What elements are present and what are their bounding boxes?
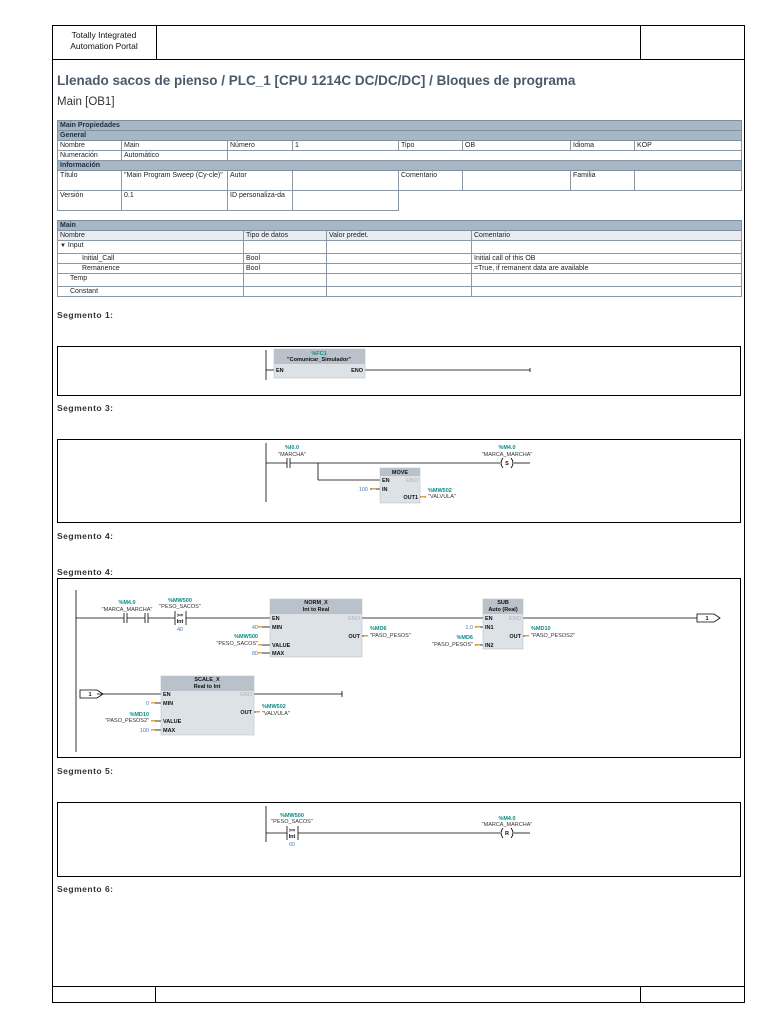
- idioma-value: KOP: [635, 141, 742, 151]
- s4-compare-type: Int: [176, 619, 184, 625]
- id-label: ID personaliza-da: [228, 191, 293, 211]
- segment-4a-label: Segmento 4:: [57, 531, 114, 541]
- sub-subtitle: Auto (Real): [488, 607, 518, 613]
- numeracion-label: Numeración: [58, 151, 122, 161]
- row-initial-call-comment: Initial call of this OB: [472, 254, 742, 264]
- expand-triangle-icon[interactable]: ▼: [60, 243, 66, 249]
- s3-coil-tag: "MARCA_MARCHA": [481, 452, 533, 458]
- move-out1: OUT1: [403, 495, 418, 501]
- comentario-label: Comentario: [399, 171, 463, 191]
- sub-title: SUB: [497, 600, 509, 606]
- norm-x-min: MIN: [272, 625, 283, 631]
- move-in-value: 100: [358, 487, 368, 493]
- version-value: 0.1: [122, 191, 228, 211]
- s4-compare-tag: "PESO_SACOS": [159, 604, 201, 610]
- col-valor: Valor predet.: [327, 231, 472, 241]
- scale-x-min-value: 0: [145, 701, 149, 707]
- sub-out-tag: "PASO_PESOS2": [531, 633, 575, 639]
- scale-x-max: MAX: [163, 728, 176, 734]
- familia-label: Familia: [571, 171, 635, 191]
- scale-x-max-value: 100: [139, 728, 149, 734]
- fc1-eno: ENO: [351, 368, 363, 374]
- s5-coil-address: %M4.0: [498, 816, 516, 822]
- move-eno: ENO: [406, 478, 418, 484]
- s5-compare-type: Int: [288, 834, 296, 840]
- scale-x-out: OUT: [240, 710, 252, 716]
- move-in: IN: [382, 487, 388, 493]
- pin-marker: [364, 635, 368, 637]
- scale-x-value-tag: "PASO_PESOS2": [105, 718, 149, 724]
- fc1-name: "Comunicar_Simulador": [287, 357, 351, 363]
- sub-out: OUT: [509, 634, 521, 640]
- general-band: General: [58, 131, 742, 141]
- norm-x-value: VALUE: [272, 643, 291, 649]
- pin-marker: [151, 702, 155, 704]
- informacion-band: Información: [58, 161, 742, 171]
- scale-x-subtitle: Real to Int: [193, 684, 221, 690]
- titulo-label: Título: [58, 171, 122, 191]
- s5-coil-type: R: [505, 831, 509, 837]
- scale-x-out-address: %MW502: [262, 704, 286, 710]
- fc1-address: %FC1: [311, 351, 327, 357]
- nombre-value: Main: [122, 141, 228, 151]
- norm-x-eno: ENO: [348, 616, 360, 622]
- col-tipo: Tipo de datos: [244, 231, 327, 241]
- move-out-tag: "VALVULA": [428, 494, 456, 500]
- s4-compare-value: 40: [176, 627, 184, 633]
- fc1-en: EN: [276, 368, 284, 374]
- numero-label: Número: [228, 141, 293, 151]
- numero-value: 1: [293, 141, 399, 151]
- numeracion-value: Automático: [122, 151, 228, 161]
- norm-x-subtitle: Int to Real: [302, 607, 330, 613]
- col-comentario: Comentario: [472, 231, 742, 241]
- sub-in1: IN1: [485, 625, 494, 631]
- norm-x-en: EN: [272, 616, 280, 622]
- s3-coil-type: S: [505, 461, 509, 467]
- company-line-1: Totally Integrated: [71, 30, 137, 40]
- move-en: EN: [382, 478, 390, 484]
- norm-x-min-value: 40: [251, 625, 258, 631]
- pin-marker: [258, 652, 262, 654]
- sub-en: EN: [485, 616, 493, 622]
- connector-in-label: 1: [88, 692, 92, 698]
- move-out-address: %MW502: [428, 488, 452, 494]
- sub-in2-tag: "PASO_PESOS": [432, 642, 473, 648]
- row-remanence-comment: =True, if remanent data are available: [472, 264, 742, 274]
- version-label: Versión: [58, 191, 122, 211]
- norm-x-max-value: 80: [251, 651, 258, 657]
- segment-5-label: Segmento 5:: [57, 766, 114, 776]
- scale-x-value: VALUE: [163, 719, 182, 725]
- tipo-value: OB: [463, 141, 571, 151]
- norm-x-out-tag: "PASO_PESOS": [370, 633, 411, 639]
- pin-marker: [476, 644, 480, 646]
- s4-contact-tag: "MARCA_MARCHA": [101, 607, 153, 613]
- s5-compare-address: %MW500: [280, 813, 304, 819]
- segment-1-label: Segmento 1:: [57, 310, 114, 320]
- idioma-label: Idioma: [571, 141, 635, 151]
- pin-marker: [258, 644, 262, 646]
- pin-marker: [372, 488, 376, 490]
- norm-x-value-address: %MW500: [234, 634, 258, 640]
- s4-compare-op: >=: [176, 613, 184, 619]
- pin-marker: [151, 729, 155, 731]
- autor-label: Autor: [228, 171, 293, 191]
- row-initial-call-type: Bool: [244, 254, 327, 264]
- row-temp-name: Temp: [58, 274, 244, 287]
- segment-4b-label: Segmento 4:: [57, 567, 114, 577]
- scale-x-min: MIN: [163, 701, 174, 707]
- move-title: MOVE: [391, 470, 409, 476]
- s5-coil-tag: "MARCA_MARCHA": [481, 822, 533, 828]
- norm-x-title: NORM_X: [304, 600, 328, 606]
- row-remanence-name: Remanence: [58, 264, 244, 274]
- connector-out-label: 1: [705, 616, 709, 622]
- s5-compare-tag: "PESO_SACOS": [271, 819, 313, 825]
- sub-in2-address: %MD6: [456, 635, 473, 641]
- row-constant-name: Constant: [58, 287, 244, 297]
- input-label: Input: [67, 242, 84, 249]
- norm-x-max: MAX: [272, 651, 285, 657]
- pin-marker: [476, 626, 480, 628]
- scale-x-eno: ENO: [240, 692, 252, 698]
- s3-contact-address: %I0.0: [284, 445, 300, 451]
- nombre-label: Nombre: [58, 141, 122, 151]
- company-line-2: Automation Portal: [70, 41, 138, 51]
- segment-6-label: Segmento 6:: [57, 884, 114, 894]
- page-subtitle: Main [OB1]: [57, 96, 115, 108]
- norm-x-value-tag: "PESO_SACOS": [216, 641, 258, 647]
- s3-contact-tag: "MARCHA": [278, 452, 306, 458]
- pin-marker: [421, 496, 425, 498]
- s4-compare-address: %MW500: [168, 598, 192, 604]
- row-remanence-type: Bool: [244, 264, 327, 274]
- pin-marker: [256, 711, 260, 713]
- s5-compare-value: 60: [288, 842, 296, 848]
- interface-section-title: Main: [58, 221, 742, 231]
- properties-section-title: Main Propiedades: [58, 121, 742, 131]
- sub-out-address: %MD10: [531, 626, 551, 632]
- sub-in2: IN2: [485, 643, 494, 649]
- s5-compare-op: >=: [288, 828, 296, 834]
- s4-contact-address: %M4.0: [118, 600, 136, 606]
- titulo-value: "Main Program Sweep (Cy-cle)": [122, 171, 228, 191]
- sub-eno: ENO: [509, 616, 521, 622]
- sub-in1-value: 1.0: [465, 625, 473, 631]
- pin-marker: [525, 635, 529, 637]
- norm-x-out: OUT: [348, 634, 360, 640]
- pin-marker: [151, 720, 155, 722]
- segment-3-label: Segmento 3:: [57, 403, 114, 413]
- s3-coil-address: %M4.0: [498, 445, 516, 451]
- tipo-label: Tipo: [399, 141, 463, 151]
- pin-marker: [258, 626, 262, 628]
- scale-x-en: EN: [163, 692, 171, 698]
- scale-x-title: SCALE_X: [194, 677, 220, 683]
- row-initial-call-name: Initial_Call: [58, 254, 244, 264]
- norm-x-out-address: %MD6: [370, 626, 387, 632]
- scale-x-out-tag: "VALVULA": [262, 711, 290, 717]
- col-nombre: Nombre: [58, 231, 244, 241]
- page-title: Llenado sacos de pienso / PLC_1 [CPU 1214C DC/DC/DC] / Bloques de programa: [57, 73, 576, 88]
- scale-x-value-address: %MD10: [129, 712, 149, 718]
